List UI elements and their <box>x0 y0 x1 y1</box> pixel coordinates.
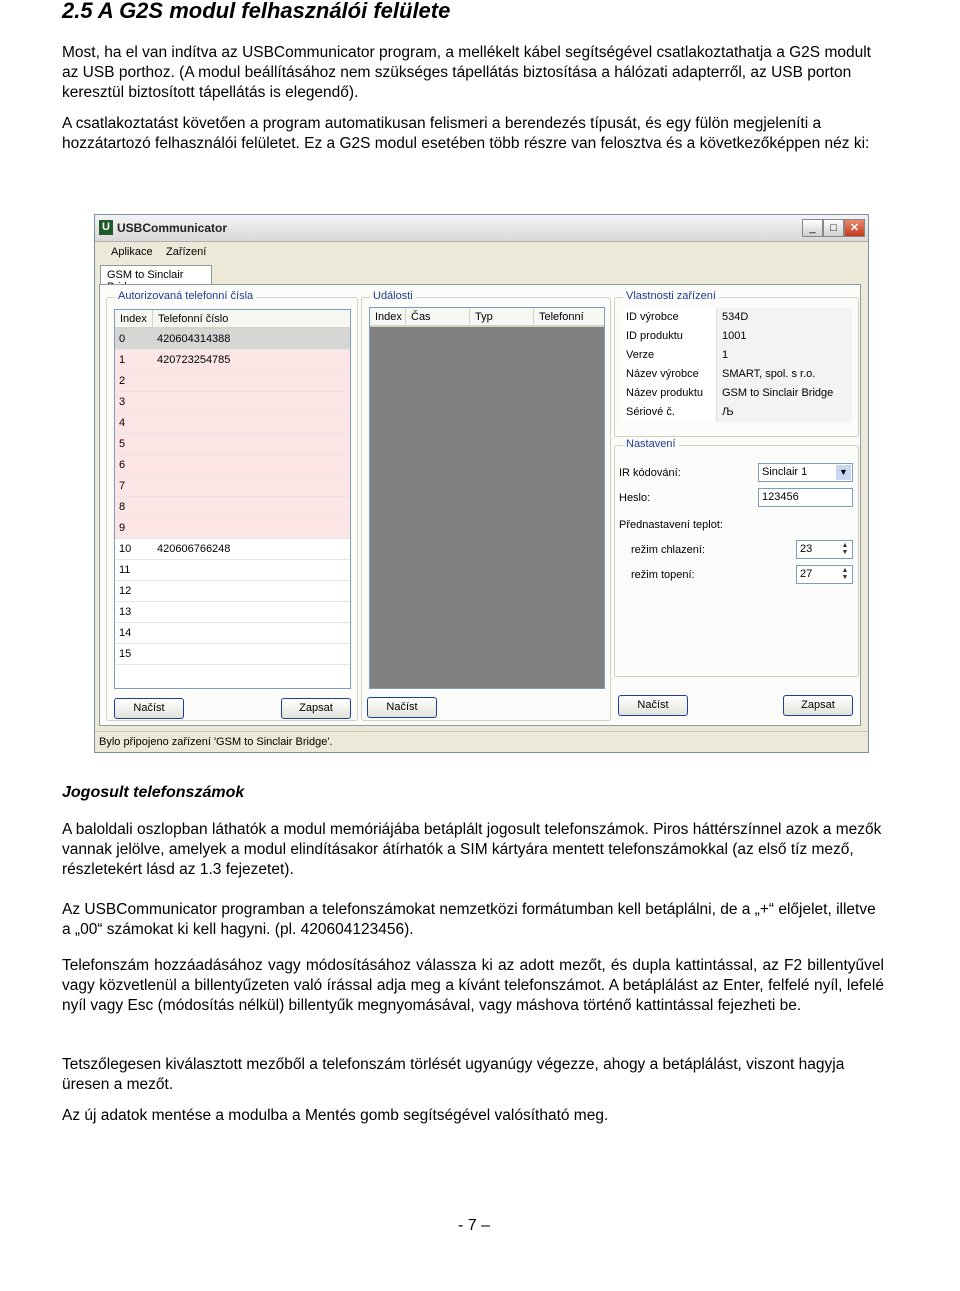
row-index: 3 <box>119 396 126 408</box>
maximize-icon[interactable]: □ <box>823 219 844 237</box>
row-index: 6 <box>119 459 126 471</box>
usbcommunicator-screenshot <box>94 214 869 753</box>
intro-paragraph-1: Most, ha el van indítva az USBCommunicator program, a mellékelt kábel segítségével csatlakoztathatja a G2S modult az USB porthoz. (A modul beállításához nem szükséges tápellátás biztosítása a hálózati adapterről, az USB porton keresztül biztosított tápellátás is elegendő). <box>62 44 871 101</box>
property-name: ID produktu <box>621 327 716 346</box>
ir-coding-value: Sinclair 1 <box>762 466 808 478</box>
property-name: Sériové č. <box>621 403 716 422</box>
phone-number-table <box>114 309 351 689</box>
property-name: ID výrobce <box>621 308 716 327</box>
spin-arrows-icon[interactable]: ▲ ▼ <box>841 542 849 556</box>
settings-title: Nastavení <box>623 438 679 450</box>
paragraph-1: A baloldali oszlopban láthatók a modul memóriájába betáplált jogosult telefonszámok. Piros háttérszínnel azok a mezők vannak jelölve, amelyek a modul elindításakor átírhatók a SIM kártyára mentett telefonszámokkal (az első tíz mező, részletekért lásd az 1.3 fejezetet). <box>62 821 882 878</box>
heating-mode-label: režim topení: <box>631 569 695 581</box>
temperature-preset-label: Přednastavení teplot: <box>619 519 723 531</box>
row-index: 14 <box>119 627 132 639</box>
row-index: 4 <box>119 417 126 429</box>
table-row[interactable] <box>115 644 350 665</box>
events-col-index[interactable]: Index <box>370 308 406 327</box>
ir-coding-label: IR kódování: <box>619 467 681 479</box>
cooling-mode-label: režim chlazení: <box>631 544 705 556</box>
property-name: Verze <box>621 346 716 365</box>
table-row[interactable] <box>115 518 350 539</box>
row-index: 1 <box>119 354 126 366</box>
heating-mode-value: 27 <box>800 568 813 580</box>
section-title: 2.5 A G2S modul felhasználói felülete <box>62 0 451 23</box>
heating-mode-stepper[interactable] <box>796 565 853 584</box>
tab-gsm-to-sinclair-bridge[interactable]: GSM to Sinclair <box>100 265 212 285</box>
title-bar[interactable] <box>95 215 868 242</box>
events-title: Události <box>370 290 416 302</box>
menu-bar <box>95 242 868 262</box>
cooling-mode-stepper[interactable] <box>796 540 853 559</box>
load-numbers-button[interactable]: Načíst <box>114 698 184 719</box>
window-title: USBCommunicator <box>117 221 228 235</box>
row-phone-number[interactable]: 420723254785 <box>157 354 231 366</box>
ir-coding-select[interactable] <box>758 463 853 482</box>
row-index: 2 <box>119 375 126 387</box>
status-bar <box>95 731 868 752</box>
minimize-icon[interactable]: _ <box>802 219 823 237</box>
table-row[interactable] <box>115 623 350 644</box>
table-row[interactable] <box>115 434 350 455</box>
row-phone-number[interactable]: 420606766248 <box>157 543 231 555</box>
menu-zarizeni[interactable]: Zařízení <box>166 246 207 258</box>
cooling-mode-value: 23 <box>800 543 813 555</box>
row-index: 0 <box>119 333 126 345</box>
load-events-button[interactable]: Načíst <box>367 697 437 718</box>
paragraph-3: Telefonszám hozzáadásához vagy módosításához válassza ki az adott mezőt, és dupla kattintással, az F2 billentyűvel vagy közvetlenül a billentyűzeten való írással adja meg a kívánt telefonszámot. A betáplálást az Enter, felfelé nyíl, lefelé nyíl vagy Esc (módosítás nélkül) billentyűk megnyomásával, vagy máshova történő kattintással fejezheti be. <box>62 957 884 1014</box>
app-icon: U <box>99 220 113 235</box>
property-value: GSM to Sinclair Bridge <box>716 384 852 403</box>
load-settings-button[interactable]: Načíst <box>618 695 688 716</box>
subsection-title: Jogosult telefonszámok <box>62 784 245 801</box>
table-row[interactable] <box>115 392 350 413</box>
column-header-number[interactable]: Telefonní číslo <box>153 310 351 329</box>
spin-arrows-icon[interactable]: ▲ ▼ <box>841 567 849 581</box>
table-row[interactable] <box>115 581 350 602</box>
property-value: 1 <box>716 346 852 365</box>
status-text: Bylo připojeno zařízení 'GSM to Sinclair Bridge'. <box>99 736 333 748</box>
tab-panel <box>99 284 861 726</box>
row-index: 5 <box>119 438 126 450</box>
property-value: Љ <box>716 403 852 422</box>
table-row[interactable] <box>115 476 350 497</box>
property-value: 534D <box>716 308 852 327</box>
intro-paragraph-2: A csatlakoztatást követően a program automatikusan felismeri a berendezés típusát, és egy fülön megjeleníti a hozzátartozó felhasználói felületet. Ez a G2S modul esetében több részre van felosztva és a következőképpen néz ki: <box>62 115 870 152</box>
authorized-numbers-title: Autorizovaná telefonní čísla <box>115 290 256 302</box>
chevron-down-icon[interactable]: ▼ <box>836 465 851 480</box>
table-row[interactable] <box>115 371 350 392</box>
close-icon[interactable]: ✕ <box>844 219 865 237</box>
table-row[interactable] <box>115 329 350 350</box>
device-properties-group <box>614 290 859 437</box>
row-index: 9 <box>119 522 126 534</box>
events-table <box>369 307 605 689</box>
row-index: 10 <box>119 543 132 555</box>
row-index: 7 <box>119 480 126 492</box>
authorized-numbers-group <box>106 290 358 721</box>
table-row[interactable] <box>115 497 350 518</box>
events-group <box>361 290 611 721</box>
property-value: SMART, spol. s r.o. <box>716 365 852 384</box>
password-input[interactable]: 123456 <box>758 488 853 507</box>
table-row[interactable] <box>115 413 350 434</box>
events-col-time[interactable]: Čas <box>406 308 470 327</box>
password-label: Heslo: <box>619 492 651 504</box>
settings-group <box>614 438 859 677</box>
paragraph-5: Az új adatok mentése a modulba a Mentés gomb segítségével valósítható meg. <box>62 1107 609 1124</box>
property-value: 1001 <box>716 327 852 346</box>
table-row[interactable] <box>115 539 350 560</box>
row-index: 13 <box>119 606 132 618</box>
paragraph-4: Tetszőlegesen kiválasztott mezőből a telefonszám törlését ugyanúgy végezze, ahogy a betáplálást, viszont hagyja üresen a mezőt. <box>62 1056 845 1093</box>
row-index: 15 <box>119 648 132 660</box>
device-properties-title: Vlastnosti zařízení <box>623 290 719 302</box>
table-row[interactable] <box>115 560 350 581</box>
property-name: Název výrobce <box>621 365 716 384</box>
table-row[interactable] <box>115 602 350 623</box>
table-row[interactable] <box>115 455 350 476</box>
page-number: - 7 – <box>458 1217 491 1234</box>
column-header-index[interactable]: Index <box>115 310 153 329</box>
events-col-phone[interactable]: Telefonní <box>534 308 605 327</box>
events-col-type[interactable]: Typ <box>470 308 534 327</box>
paragraph-2: Az USBCommunicator programban a telefonszámokat nemzetközi formátumban kell betáplálni, de a „+“ előjelet, illetve a „00“ számokat ki kell hagyni. (pl. 420604123456). <box>62 901 876 938</box>
table-row[interactable] <box>115 350 350 371</box>
row-index: 11 <box>119 564 131 576</box>
menu-aplikace[interactable]: Aplikace <box>111 246 153 258</box>
row-index: 8 <box>119 501 126 513</box>
property-name: Název produktu <box>621 384 716 403</box>
row-index: 12 <box>119 585 132 597</box>
save-settings-button[interactable]: Zapsat <box>783 695 853 716</box>
save-numbers-button[interactable]: Zapsat <box>281 698 351 719</box>
row-phone-number[interactable]: 420604314388 <box>157 333 231 345</box>
